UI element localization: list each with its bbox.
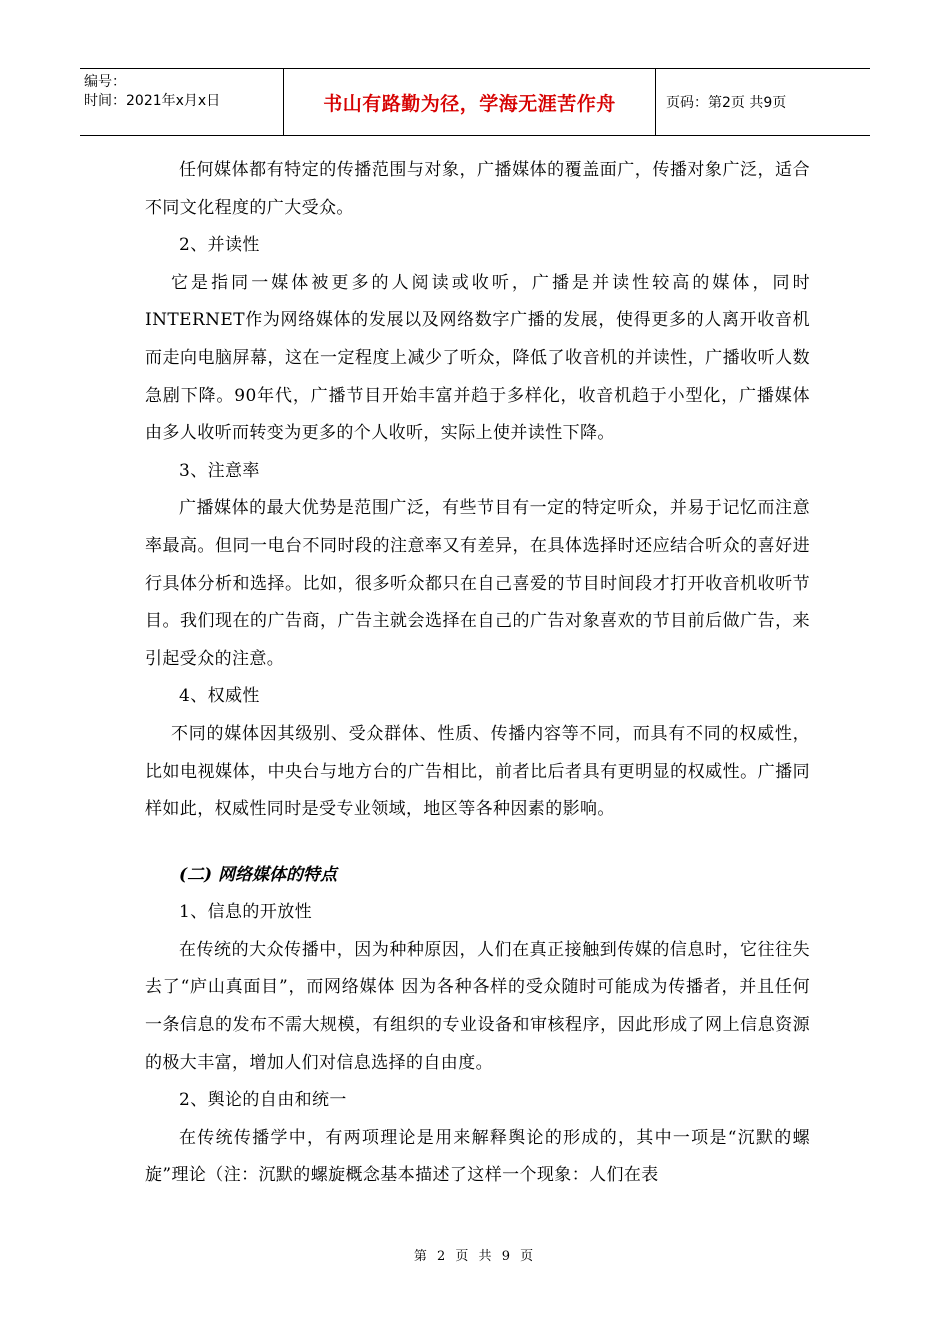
header-meta <box>80 69 284 135</box>
heading-readership: 2、并读性 <box>179 235 260 256</box>
number-label: 编号： <box>84 74 126 90</box>
paragraph-opinion: 在传统传播学中，有两项理论是用来解释舆论的形成的，其中一项是“沉默的螺旋”理论（注：沉默的螺旋概念基本描述了这样一个现象：人们在表 <box>145 1127 810 1186</box>
section-title-network-media: (二) 网络媒体的特点 <box>179 864 338 885</box>
heading-opinion: 2、舆论的自由和统一 <box>179 1090 347 1111</box>
paragraph-attention: 广播媒体的最大优势是范围广泛，有些节目有一定的特定听众，并易于记忆而注意率最高。但同一电台不同时段的注意率又有差异，在具体选择时还应结合听众的喜好进行具体分析和选择。比如，很多听众都只在自己喜爱的节目时间段才打开收音机收听节目。我们现在的广告商，广告主就会选择在自己的广告对象喜欢的节目前后做广告，来引起受众的注意。 <box>145 498 810 669</box>
header-motto-cell <box>284 69 656 135</box>
heading-attention: 3、注意率 <box>179 460 260 481</box>
header-page-code: 页码：第2页 共9页 <box>666 95 787 111</box>
paragraph-readership: 它是指同一媒体被更多的人阅读或收听，广播是并读性较高的媒体，同时INTERNET作为网络媒体的发展以及网络数字广播的发展，使得更多的人离开收音机而走向电脑屏幕，这在一定程度上减少了听众，降低了收音机的并读性，广播收听人数急剧下降。90年代，广播节目开始丰富并趋于多样化，收音机趋于小型化，广播媒体由多人收听而转变为更多的个人收听，实际上使并读性下降。 <box>145 272 810 444</box>
paragraph-coverage: 任何媒体都有特定的传播范围与对象，广播媒体的覆盖面广，传播对象广泛，适合不同文化程度的广大受众。 <box>145 160 810 218</box>
header-motto: 书山有路勤为径，学海无涯苦作舟 <box>323 92 616 115</box>
paragraph-authority: 不同的媒体因其级别、受众群体、性质、传播内容等不同，而具有不同的权威性，比如电视媒体，中央台与地方台的广告相比，前者比后者具有更明显的权威性。广播同样如此，权威性同时是受专业领域，地区等各种因素的影响。 <box>145 723 810 820</box>
heading-openness: 1、信息的开放性 <box>179 902 313 923</box>
time-label: 时间：2021年x月x日 <box>84 93 221 109</box>
page-header <box>80 68 870 136</box>
paragraph-openness: 在传统的大众传播中，因为种种原因，人们在真正接触到传媒的信息时，它往往失去了“庐山真面目”，而网络媒体 因为各种各样的受众随时可能成为传播者，并且任何一条信息的发布不需大规模，有组织的专业设备和审核程序，因此形成了网上信息资源的极大丰富，增加人们对信息选择的自由度。 <box>145 939 810 1073</box>
spacer <box>145 829 810 857</box>
document-body <box>145 152 810 1195</box>
heading-authority: 4、权威性 <box>179 686 260 707</box>
page-footer: 第 2 页 共 9 页 <box>413 1249 537 1264</box>
